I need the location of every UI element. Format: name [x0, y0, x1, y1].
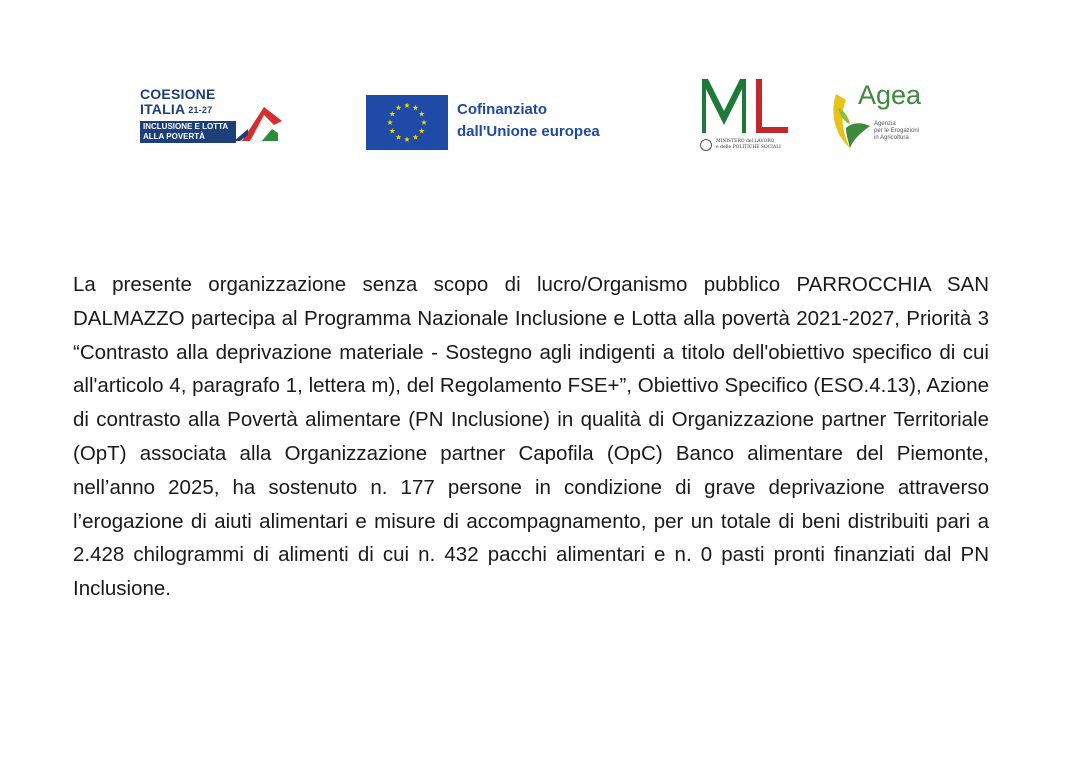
ministero-caption: [716, 139, 781, 150]
participation-statement: La presente organizzazione senza scopo di lucro/Organismo pubblico PARROCCHIA SAN DALMAZZO partecipa al Programma Nazionale Inclusione e Lotta alla povertà 2021-2027, Priorità 3 “Contrasto alla deprivazione materiale - Sostegno agli indigenti a titolo dell'obiettivo specifico di cui all'articolo 4, paragrafo 1, lettera m), del Regolamento FSE+”, Obiettivo Specifico (ESO.4.13), Azione di contrasto alla Povertà alimentare (PN Inclusione) in qualità di Organizzazione partner Territoriale (OpT) associata alla Organizzazione partner Capofila (OpC) Banco alimentare del Piemonte, nell’anno 2025, ha sostenuto n. 177 persone in condizione di grave deprivazione attraverso l’erogazione di aiuti alimentari e misure di accompagnamento, per un totale di beni distribuiti pari a 2.428 chilogrammi di alimenti di cui n. 432 pacchi alimentari e n. 0 pasti pronti finanziati dal PN Inclusione.: [73, 273, 989, 601]
coesione-band-line2: ALLA POVERTÀ: [143, 132, 205, 141]
agea-title: Agea: [858, 80, 922, 110]
ministero-caption-line2: e delle POLITICHE SOCIALI: [716, 144, 781, 150]
agea-leaf-green: [846, 123, 870, 148]
agea-sub-line1: Agenzia: [874, 121, 896, 127]
ministero-monogram: [700, 75, 792, 137]
eu-wordmark: [457, 99, 600, 143]
coesione-years: 21-27: [188, 105, 213, 115]
agea-sub-line3: in Agricoltura: [874, 135, 909, 141]
agea-sub-line2: per le Erogazioni: [874, 128, 920, 134]
logo-band: [0, 70, 1080, 160]
coesione-band: [140, 121, 236, 143]
coesione-wordmark: [140, 87, 216, 118]
ministero-caption-line1: MINISTERO del LAVORO: [716, 139, 775, 144]
eu-cofinanced-logo: [366, 95, 636, 151]
eu-line1: Cofinanziato: [457, 101, 547, 118]
coesione-band-line1: INCLUSIONE E LOTTA: [143, 122, 229, 131]
eu-line2: dall'Unione europea: [457, 123, 600, 140]
agea-subtitle: [874, 121, 919, 142]
coesione-line2: ITALIA: [140, 101, 186, 117]
italy-arrow-icon: [234, 103, 284, 147]
coesione-line2-row: [140, 102, 216, 118]
eu-flag-icon: [366, 95, 448, 150]
ministero-lavoro-logo: [698, 75, 794, 157]
italian-republic-emblem-icon: [700, 139, 712, 151]
coesione-line1: COESIONE: [140, 86, 216, 102]
monogram-l-shape: [756, 79, 788, 133]
monogram-m-shape: [702, 79, 746, 133]
coesione-italia-logo: [140, 87, 290, 151]
agea-logo: [828, 80, 938, 156]
